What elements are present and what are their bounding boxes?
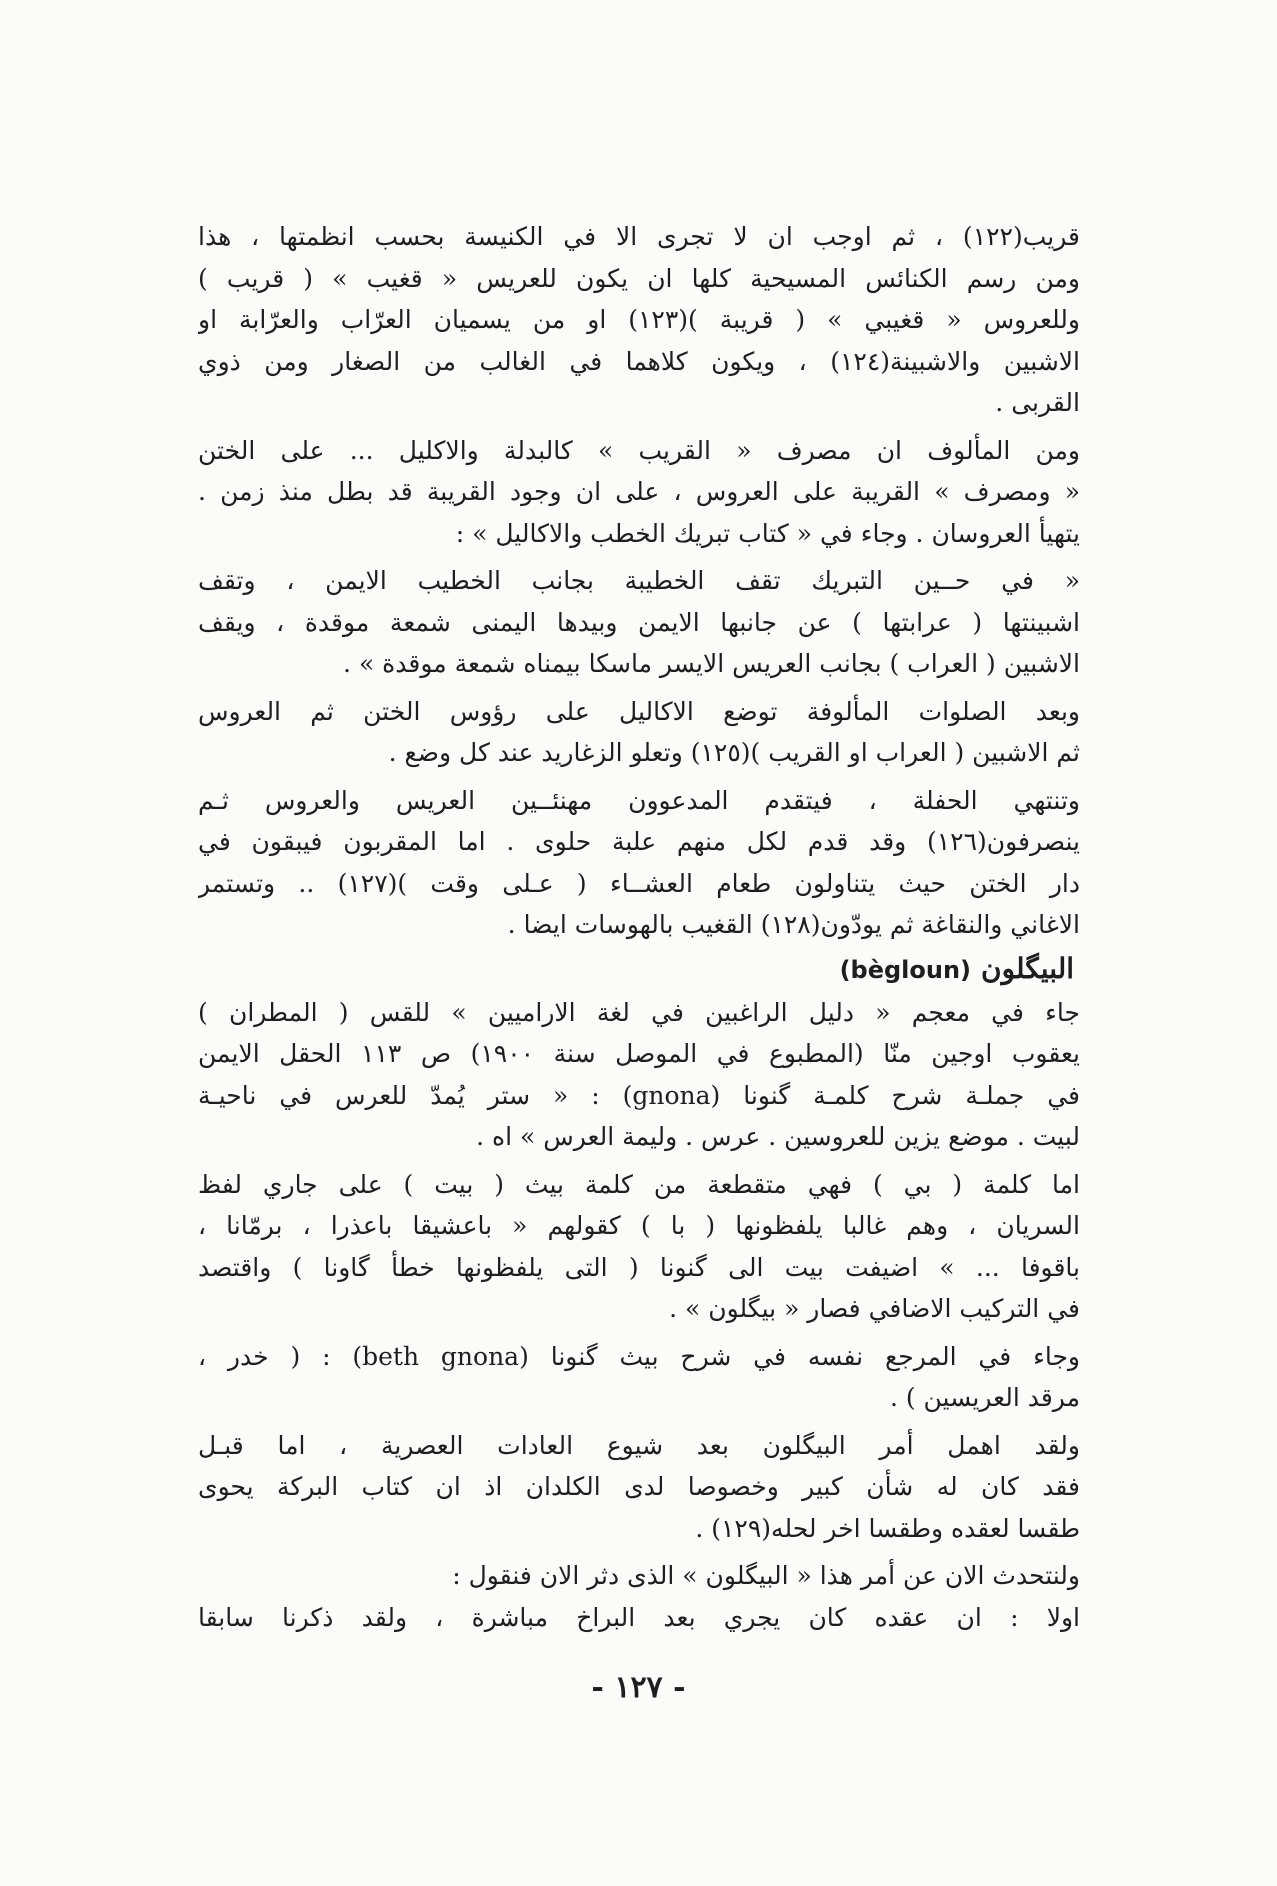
text-line: ثم الاشبين ( العراب او القريب )(١٢٥) وتعلو الزغاريد عند كل وضع . [388, 738, 1080, 767]
text-line: يتهيأ العروسان . وجاء في « كتاب تبريك الخطب والاكاليل » : [455, 518, 1080, 548]
heading-transliteration: (bègloun) [839, 955, 972, 984]
text-line: وللعروس « قغيبي » ( قريبة )(١٢٣) او من يسميان العرّاب والعرّابة او [198, 305, 1080, 334]
paragraph [198, 216, 1080, 424]
text-line: مرقد العريسين ) . [889, 1383, 1080, 1412]
body-text [198, 216, 1080, 1638]
quotation-paragraph [198, 560, 1080, 685]
text-line: اما كلمة ( بي ) فهي متقطعة من كلمة بيث ( بيت ) على جاري لفظ [198, 1169, 1080, 1199]
text-line: وتنتهي الحفلة ، فيتقدم المدعوون مهنئــين العريس والعروس ثـم [198, 785, 1080, 815]
text-line: الاشبين والاشبينة(١٢٤) ، ويكون كلاهما في الغالب من الصغار ومن ذوي [198, 346, 1080, 376]
page-number: - ١٢٧ - [591, 1670, 686, 1705]
text-line: باقوفا ... » اضيفت بيت الى گنونا ( التى يلفظونها خطأ گاونا ) واقتصد [198, 1252, 1080, 1282]
text-line: ومن المألوف ان مصرف « القريب » كالبدلة والاكليل ... على الختن [198, 435, 1080, 465]
text-line: فقد كان له شأن كبير وخصوصا لدى الكلدان اذ ان كتاب البركة يحوى [198, 1472, 1080, 1501]
text-line: « في حــين التبريك تقف الخطيبة بجانب الخطيب الايمن ، وتقف [198, 566, 1080, 595]
text-line: يعقوب اوجين منّا (المطبوع في الموصل سنة ١٩٠٠) ص ١١٣ الحقل الايمن [198, 1039, 1080, 1068]
text-line: في التركيب الاضافي فصار « بيگلون » . [669, 1294, 1080, 1323]
paragraph [198, 1336, 1080, 1419]
text-line: لبيت . موضع يزين للعروسين . عرس . وليمة العرس » اه . [476, 1122, 1080, 1151]
text-line: قريب(١٢٢) ، ثم اوجب ان لا تجرى الا في الكنيسة بحسب انظمتها ، هذا [198, 222, 1080, 251]
paragraph [198, 780, 1080, 946]
text-line: القربى . [995, 388, 1080, 417]
text-line: جاء في معجم « دليل الراغبين في لغة الاراميين » للقس ( المطران ) [198, 997, 1080, 1027]
text-line: ومن رسم الكنائس المسيحية كلها ان يكون للعريس « قغيب » ( قريب ) [198, 263, 1080, 293]
text-line: طقسا لعقده وطقسا اخر لحله(١٢٩) . [695, 1513, 1080, 1543]
paragraph [198, 430, 1080, 555]
paragraph [198, 1164, 1080, 1330]
text-line: السريان ، وهم غالبا يلفظونها ( با ) كقولهم « باعشيقا باعذرا ، برمّانا ، [198, 1211, 1080, 1240]
paragraph [198, 1555, 1080, 1638]
text-line: في جملـة شرح كلمـة گنونا (gnona) : « ستر يُمدّ للعرس في ناحيـة [198, 1080, 1080, 1110]
paragraph [198, 992, 1080, 1158]
text-line: اشبينتها ( عرابتها ) عن جانبها الايمن وبيدها اليمنى شمعة موقدة ، ويقف [198, 607, 1080, 637]
text-line: وبعد الصلوات المألوفة توضع الاكاليل على رؤوس الختن ثم العروس [198, 696, 1080, 726]
text-line: اولا : ان عقده كان يجري بعد البراخ مباشرة ، ولقد ذكرنا سابقا [198, 1602, 1080, 1632]
text-line: ولقد اهمل أمر البيگلون بعد شيوع العادات العصرية ، اما قبـل [198, 1430, 1080, 1460]
text-line: دار الختن حيث يتناولون طعام العشــاء ( عـلى وقت )(١٢٧) .. وتستمر [198, 868, 1080, 898]
text-line: ولنتحدث الان عن أمر هذا « البيگلون » الذى دثر الان فنقول : [452, 1561, 1080, 1590]
heading-arabic: البيگلون [981, 951, 1074, 985]
text-line: الاغاني والنقاغة ثم يودّون(١٢٨) القغيب بالهوسات ايضا . [507, 910, 1080, 939]
paragraph [198, 1425, 1080, 1550]
text-line: الاشبين ( العراب ) بجانب العريس الايسر ماسكا بيمناه شمعة موقدة » . [343, 649, 1080, 678]
text-line: « ومصرف » القريبة على العروس ، على ان وجود القريبة قد بطل منذ زمن . [198, 477, 1080, 506]
text-line: ينصرفون(١٢٦) وقد قدم لكل منهم علبة حلوى . اما المقربون فيبقون في [198, 827, 1080, 856]
paragraph [198, 691, 1080, 774]
text-line: وجاء في المرجع نفسه في شرح بيث گنونا (beth gnona) : ( خدر ، [198, 1341, 1080, 1371]
section-heading [198, 946, 1080, 992]
